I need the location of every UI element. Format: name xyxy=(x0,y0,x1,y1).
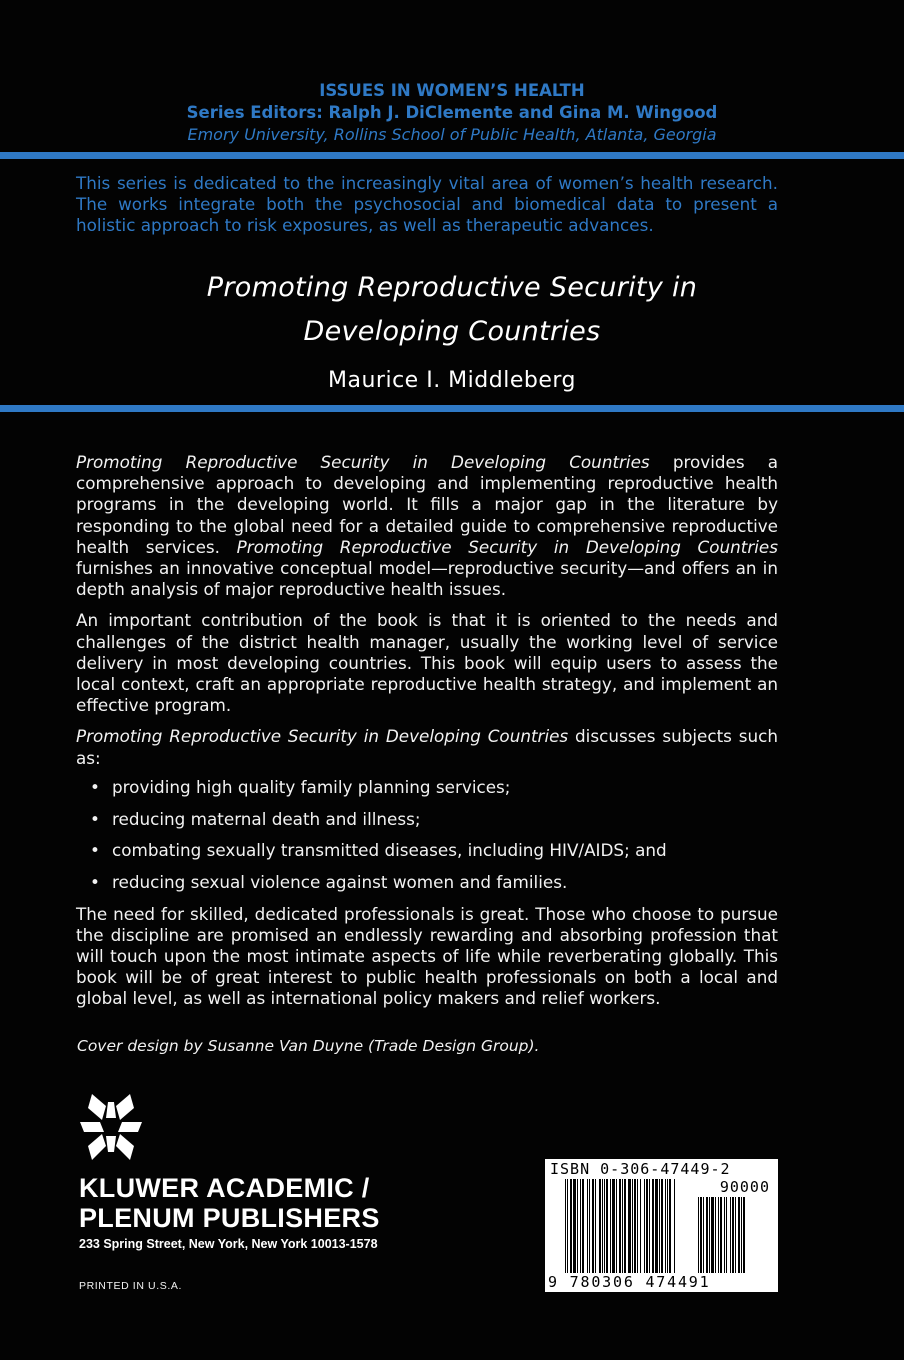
series-block xyxy=(0,80,904,146)
bullet-icon: • xyxy=(90,871,100,892)
barcode-bar xyxy=(602,1179,603,1275)
publisher-block xyxy=(79,1173,380,1253)
barcode-bar xyxy=(715,1197,716,1273)
barcode-bar xyxy=(674,1179,675,1275)
barcode-bar xyxy=(735,1197,736,1273)
bullet-icon: • xyxy=(90,776,100,797)
barcode-bar xyxy=(718,1197,719,1273)
barcode-bar xyxy=(599,1179,601,1275)
list-item xyxy=(76,872,778,893)
barcode-bar xyxy=(646,1179,648,1275)
barcode-bar xyxy=(619,1179,621,1275)
top-divider-band xyxy=(0,152,904,159)
body-content xyxy=(76,452,778,1020)
ean-barcode-icon xyxy=(565,1179,691,1275)
barcode-bar xyxy=(624,1179,626,1275)
barcode-bar xyxy=(711,1197,714,1273)
barcode-bar xyxy=(644,1179,645,1275)
barcode-bar xyxy=(738,1197,740,1273)
list-item xyxy=(76,809,778,830)
barcode-bar xyxy=(732,1197,734,1273)
bullet-icon: • xyxy=(90,840,100,861)
barcode-bar xyxy=(667,1179,668,1275)
publisher-logo-icon xyxy=(78,1092,144,1162)
series-title: ISSUES IN WOMEN’S HEALTH xyxy=(319,81,585,100)
barcode-bar xyxy=(709,1197,710,1273)
list-item-text: combating sexually transmitted diseases, including HIV/AIDS; and xyxy=(112,840,667,861)
paragraph-overview xyxy=(76,452,778,600)
barcode-bar xyxy=(703,1197,704,1273)
series-description: This series is dedicated to the increasingly vital area of women’s health research. The works integrate both the psychosocial and biomedical data to present a holistic approach to risk exposures, as well as therapeutic advances. xyxy=(76,173,778,235)
series-affiliation: Emory University, Rollins School of Public Health, Atlanta, Georgia xyxy=(187,125,717,144)
barcode-bar xyxy=(592,1179,594,1275)
barcode-bar xyxy=(652,1179,654,1275)
barcode-bar xyxy=(726,1197,727,1273)
book-title-italic: Promoting Reproductive Security in Developing Countries xyxy=(76,452,650,472)
addon-barcode-icon xyxy=(698,1197,770,1273)
barcode-bar xyxy=(655,1179,658,1275)
publisher-name-line1: KLUWER ACADEMIC / xyxy=(79,1173,370,1203)
barcode-bar xyxy=(570,1179,572,1275)
barcode-bar xyxy=(628,1179,631,1275)
barcode-bar xyxy=(706,1197,708,1273)
barcode-bar xyxy=(730,1197,731,1273)
barcode-bar xyxy=(606,1179,608,1275)
book-title-line2: Developing Countries xyxy=(303,316,601,347)
barcode-bar xyxy=(616,1179,617,1275)
book-title xyxy=(0,266,904,354)
publisher-name-line2: PLENUM PUBLISHERS xyxy=(79,1203,380,1233)
barcode-label xyxy=(545,1159,778,1292)
barcode-bar xyxy=(700,1197,702,1273)
series-editors: Series Editors: Ralph J. DiClemente and Gina M. Wingood xyxy=(186,103,718,122)
isbn-label: ISBN 0-306-47449-2 xyxy=(550,1160,731,1178)
barcode-bar xyxy=(567,1179,568,1275)
barcode-bar xyxy=(698,1197,699,1273)
cover-design-credit: Cover design by Susanne Van Duyne (Trade Design Group). xyxy=(77,1037,540,1055)
barcode-bar xyxy=(580,1179,581,1275)
list-item xyxy=(76,777,778,798)
barcode-bar xyxy=(661,1179,663,1275)
book-author: Maurice I. Middleberg xyxy=(328,368,576,393)
barcode-bar xyxy=(577,1179,578,1275)
subjects-list xyxy=(76,777,778,893)
barcode-bar xyxy=(582,1179,584,1275)
list-item-text: providing high quality family planning services; xyxy=(112,776,511,797)
printed-in-label: PRINTED IN U.S.A. xyxy=(79,1280,182,1292)
paragraph-contribution: An important contribution of the book is that it is oriented to the needs and challenges of the district health manager, usually the working level of service delivery in most developing countries. This book will equip users to assess the local context, craft an appropriate reproductive health strategy, and implement an effective program. xyxy=(76,610,778,716)
middle-divider-band xyxy=(0,405,904,412)
barcode-bar xyxy=(610,1179,611,1275)
paragraph-subjects-intro xyxy=(76,726,778,768)
barcode-bar xyxy=(720,1197,722,1273)
barcode-bar xyxy=(669,1179,671,1275)
barcode-bar xyxy=(637,1179,638,1275)
barcode-bar xyxy=(724,1197,725,1273)
barcode-bar xyxy=(573,1179,576,1275)
book-title-italic: Promoting Reproductive Security in Developing Countries xyxy=(76,726,569,747)
barcode-bar xyxy=(741,1197,742,1273)
barcode-bar xyxy=(595,1179,596,1275)
book-title-line1: Promoting Reproductive Security in xyxy=(206,272,698,303)
barcode-bar xyxy=(587,1179,588,1275)
barcode-bar xyxy=(743,1197,745,1273)
barcode-bar xyxy=(565,1179,566,1275)
barcode-bar xyxy=(665,1179,666,1275)
barcode-bar xyxy=(659,1179,660,1275)
barcode-bar xyxy=(612,1179,615,1275)
bullet-icon: • xyxy=(90,808,100,829)
barcode-addon-number: 90000 xyxy=(719,1178,770,1196)
barcode-bar xyxy=(634,1179,636,1275)
paragraph-text: provides a comprehensive approach to developing and implementing reproductive health programs in the developing world. It fills a major gap in the literature by responding to the global need for a detailed guide to comprehensive reproductive health services. xyxy=(76,452,779,557)
barcode-bar xyxy=(632,1179,633,1275)
barcode-bar xyxy=(622,1179,623,1275)
list-item xyxy=(76,840,778,861)
ean-number: 9 780306 474491 xyxy=(548,1273,711,1291)
book-title-italic: Promoting Reproductive Security in Developing Countries xyxy=(236,536,779,557)
publisher-address: 233 Spring Street, New York, New York 10013-1578 xyxy=(79,1237,378,1251)
list-item-text: reducing sexual violence against women and families. xyxy=(112,871,568,892)
paragraph-text: discusses subjects such as: xyxy=(76,726,779,768)
barcode-bar xyxy=(604,1179,605,1275)
list-item-text: reducing maternal death and illness; xyxy=(112,808,421,829)
paragraph-closing: The need for skilled, dedicated professionals is great. Those who choose to pursue the discipline are promised an endlessly rewarding and absorbing profession that will touch upon the most intimate aspects of life while reverberating globally. This book will be of great interest to public health professionals on both a local and global level, as well as international policy makers and relief workers. xyxy=(76,903,778,1009)
paragraph-text: furnishes an innovative conceptual model—reproductive security—and offers an in depth analysis of major reproductive health issues. xyxy=(76,558,778,600)
barcode-bar xyxy=(589,1179,590,1275)
barcode-bar xyxy=(649,1179,650,1275)
barcode-bar xyxy=(640,1179,641,1275)
